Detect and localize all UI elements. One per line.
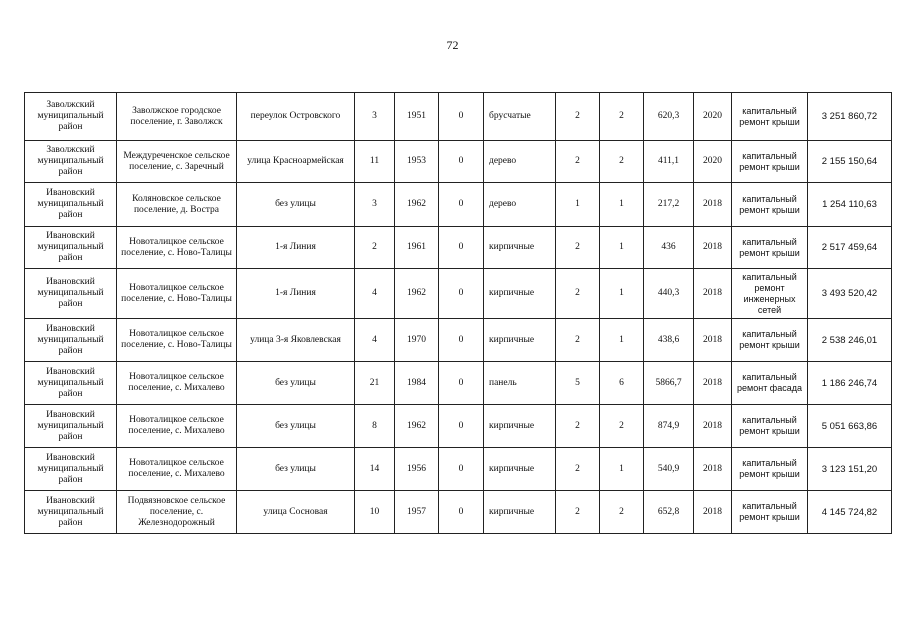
plan-year-cell: 2018 <box>694 448 732 491</box>
zero-cell: 0 <box>439 93 484 141</box>
zero-cell: 0 <box>439 269 484 319</box>
house-number-cell: 3 <box>355 93 395 141</box>
house-number-cell: 10 <box>355 491 395 534</box>
cost-cell: 5 051 663,86 <box>808 405 892 448</box>
plan-year-cell: 2020 <box>694 141 732 183</box>
work-type-cell: капитальный ремонт крыши <box>732 405 808 448</box>
area-cell: 217,2 <box>644 183 694 227</box>
plan-year-cell: 2018 <box>694 319 732 362</box>
settlement-cell: Новоталицкое сельское поселение, с. Ново-Талицы <box>117 227 237 269</box>
entrances-cell: 1 <box>600 269 644 319</box>
plan-year-cell: 2018 <box>694 362 732 405</box>
entrances-cell: 6 <box>600 362 644 405</box>
area-cell: 540,9 <box>644 448 694 491</box>
floors-cell: 2 <box>556 227 600 269</box>
zero-cell: 0 <box>439 183 484 227</box>
cost-cell: 2 538 246,01 <box>808 319 892 362</box>
settlement-cell: Новоталицкое сельское поселение, с. Михалево <box>117 448 237 491</box>
district-cell: Заволжский муниципальный район <box>25 141 117 183</box>
street-cell: улица Сосновая <box>237 491 355 534</box>
house-number-cell: 8 <box>355 405 395 448</box>
build-year-cell: 1970 <box>395 319 439 362</box>
entrances-cell: 1 <box>600 183 644 227</box>
settlement-cell: Междуреченское сельское поселение, с. Заречный <box>117 141 237 183</box>
zero-cell: 0 <box>439 405 484 448</box>
work-type-cell: капитальный ремонт фасада <box>732 362 808 405</box>
build-year-cell: 1953 <box>395 141 439 183</box>
work-type-cell: капитальный ремонт крыши <box>732 141 808 183</box>
cost-cell: 3 123 151,20 <box>808 448 892 491</box>
table-row <box>25 405 892 448</box>
zero-cell: 0 <box>439 227 484 269</box>
street-cell: без улицы <box>237 362 355 405</box>
street-cell: 1-я Линия <box>237 269 355 319</box>
table-row <box>25 319 892 362</box>
floors-cell: 2 <box>556 319 600 362</box>
plan-year-cell: 2018 <box>694 183 732 227</box>
street-cell: без улицы <box>237 448 355 491</box>
work-type-cell: капитальный ремонт крыши <box>732 319 808 362</box>
work-type-cell: капитальный ремонт крыши <box>732 227 808 269</box>
plan-year-cell: 2018 <box>694 491 732 534</box>
district-cell: Ивановский муниципальный район <box>25 227 117 269</box>
cost-cell: 2 517 459,64 <box>808 227 892 269</box>
zero-cell: 0 <box>439 141 484 183</box>
entrances-cell: 1 <box>600 227 644 269</box>
settlement-cell: Новоталицкое сельское поселение, с. Ново-Талицы <box>117 269 237 319</box>
area-cell: 440,3 <box>644 269 694 319</box>
floors-cell: 2 <box>556 141 600 183</box>
cost-cell: 3 251 860,72 <box>808 93 892 141</box>
settlement-cell: Новоталицкое сельское поселение, с. Михалево <box>117 405 237 448</box>
entrances-cell: 2 <box>600 141 644 183</box>
zero-cell: 0 <box>439 362 484 405</box>
cost-cell: 3 493 520,42 <box>808 269 892 319</box>
settlement-cell: Новоталицкое сельское поселение, с. Ново-Талицы <box>117 319 237 362</box>
work-type-cell: капитальный ремонт крыши <box>732 491 808 534</box>
build-year-cell: 1956 <box>395 448 439 491</box>
floors-cell: 2 <box>556 93 600 141</box>
entrances-cell: 1 <box>600 319 644 362</box>
work-type-cell: капитальный ремонт крыши <box>732 93 808 141</box>
plan-year-cell: 2018 <box>694 405 732 448</box>
wall-material-cell: дерево <box>484 141 556 183</box>
floors-cell: 2 <box>556 405 600 448</box>
work-type-cell: капитальный ремонт крыши <box>732 183 808 227</box>
district-cell: Ивановский муниципальный район <box>25 448 117 491</box>
build-year-cell: 1961 <box>395 227 439 269</box>
table-row <box>25 141 892 183</box>
area-cell: 652,8 <box>644 491 694 534</box>
build-year-cell: 1962 <box>395 183 439 227</box>
wall-material-cell: брусчатые <box>484 93 556 141</box>
house-number-cell: 4 <box>355 319 395 362</box>
wall-material-cell: дерево <box>484 183 556 227</box>
wall-material-cell: панель <box>484 362 556 405</box>
cost-cell: 1 186 246,74 <box>808 362 892 405</box>
floors-cell: 2 <box>556 269 600 319</box>
street-cell: без улицы <box>237 183 355 227</box>
build-year-cell: 1962 <box>395 405 439 448</box>
entrances-cell: 1 <box>600 448 644 491</box>
district-cell: Заволжский муниципальный район <box>25 93 117 141</box>
table-row <box>25 491 892 534</box>
street-cell: 1-я Линия <box>237 227 355 269</box>
floors-cell: 2 <box>556 448 600 491</box>
floors-cell: 5 <box>556 362 600 405</box>
wall-material-cell: кирпичные <box>484 227 556 269</box>
page-number: 72 <box>446 38 459 52</box>
table-row <box>25 362 892 405</box>
settlement-cell: Заволжское городское поселение, г. Заволжск <box>117 93 237 141</box>
house-number-cell: 3 <box>355 183 395 227</box>
district-cell: Ивановский муниципальный район <box>25 491 117 534</box>
floors-cell: 1 <box>556 183 600 227</box>
house-number-cell: 21 <box>355 362 395 405</box>
house-number-cell: 11 <box>355 141 395 183</box>
housing-registry-table <box>24 92 892 534</box>
table-row <box>25 448 892 491</box>
build-year-cell: 1962 <box>395 269 439 319</box>
plan-year-cell: 2018 <box>694 269 732 319</box>
district-cell: Ивановский муниципальный район <box>25 269 117 319</box>
table-row <box>25 93 892 141</box>
settlement-cell: Подвязновское сельское поселение, с. Железнодорожный <box>117 491 237 534</box>
cost-cell: 1 254 110,63 <box>808 183 892 227</box>
plan-year-cell: 2020 <box>694 93 732 141</box>
district-cell: Ивановский муниципальный район <box>25 319 117 362</box>
wall-material-cell: кирпичные <box>484 448 556 491</box>
table-row <box>25 227 892 269</box>
street-cell: улица Красноармейская <box>237 141 355 183</box>
settlement-cell: Коляновское сельское поселение, д. Востра <box>117 183 237 227</box>
cost-cell: 2 155 150,64 <box>808 141 892 183</box>
zero-cell: 0 <box>439 319 484 362</box>
build-year-cell: 1984 <box>395 362 439 405</box>
district-cell: Ивановский муниципальный район <box>25 183 117 227</box>
wall-material-cell: кирпичные <box>484 319 556 362</box>
street-cell: без улицы <box>237 405 355 448</box>
entrances-cell: 2 <box>600 93 644 141</box>
area-cell: 620,3 <box>644 93 694 141</box>
zero-cell: 0 <box>439 491 484 534</box>
table-row <box>25 269 892 319</box>
area-cell: 436 <box>644 227 694 269</box>
cost-cell: 4 145 724,82 <box>808 491 892 534</box>
work-type-cell: капитальный ремонт инженерных сетей <box>732 269 808 319</box>
house-number-cell: 14 <box>355 448 395 491</box>
entrances-cell: 2 <box>600 491 644 534</box>
area-cell: 411,1 <box>644 141 694 183</box>
entrances-cell: 2 <box>600 405 644 448</box>
build-year-cell: 1957 <box>395 491 439 534</box>
build-year-cell: 1951 <box>395 93 439 141</box>
wall-material-cell: кирпичные <box>484 405 556 448</box>
plan-year-cell: 2018 <box>694 227 732 269</box>
table-row <box>25 183 892 227</box>
floors-cell: 2 <box>556 491 600 534</box>
district-cell: Ивановский муниципальный район <box>25 405 117 448</box>
area-cell: 438,6 <box>644 319 694 362</box>
area-cell: 874,9 <box>644 405 694 448</box>
area-cell: 5866,7 <box>644 362 694 405</box>
wall-material-cell: кирпичные <box>484 269 556 319</box>
street-cell: переулок Островского <box>237 93 355 141</box>
house-number-cell: 4 <box>355 269 395 319</box>
work-type-cell: капитальный ремонт крыши <box>732 448 808 491</box>
zero-cell: 0 <box>439 448 484 491</box>
house-number-cell: 2 <box>355 227 395 269</box>
wall-material-cell: кирпичные <box>484 491 556 534</box>
district-cell: Ивановский муниципальный район <box>25 362 117 405</box>
settlement-cell: Новоталицкое сельское поселение, с. Михалево <box>117 362 237 405</box>
street-cell: улица 3-я Яковлевская <box>237 319 355 362</box>
